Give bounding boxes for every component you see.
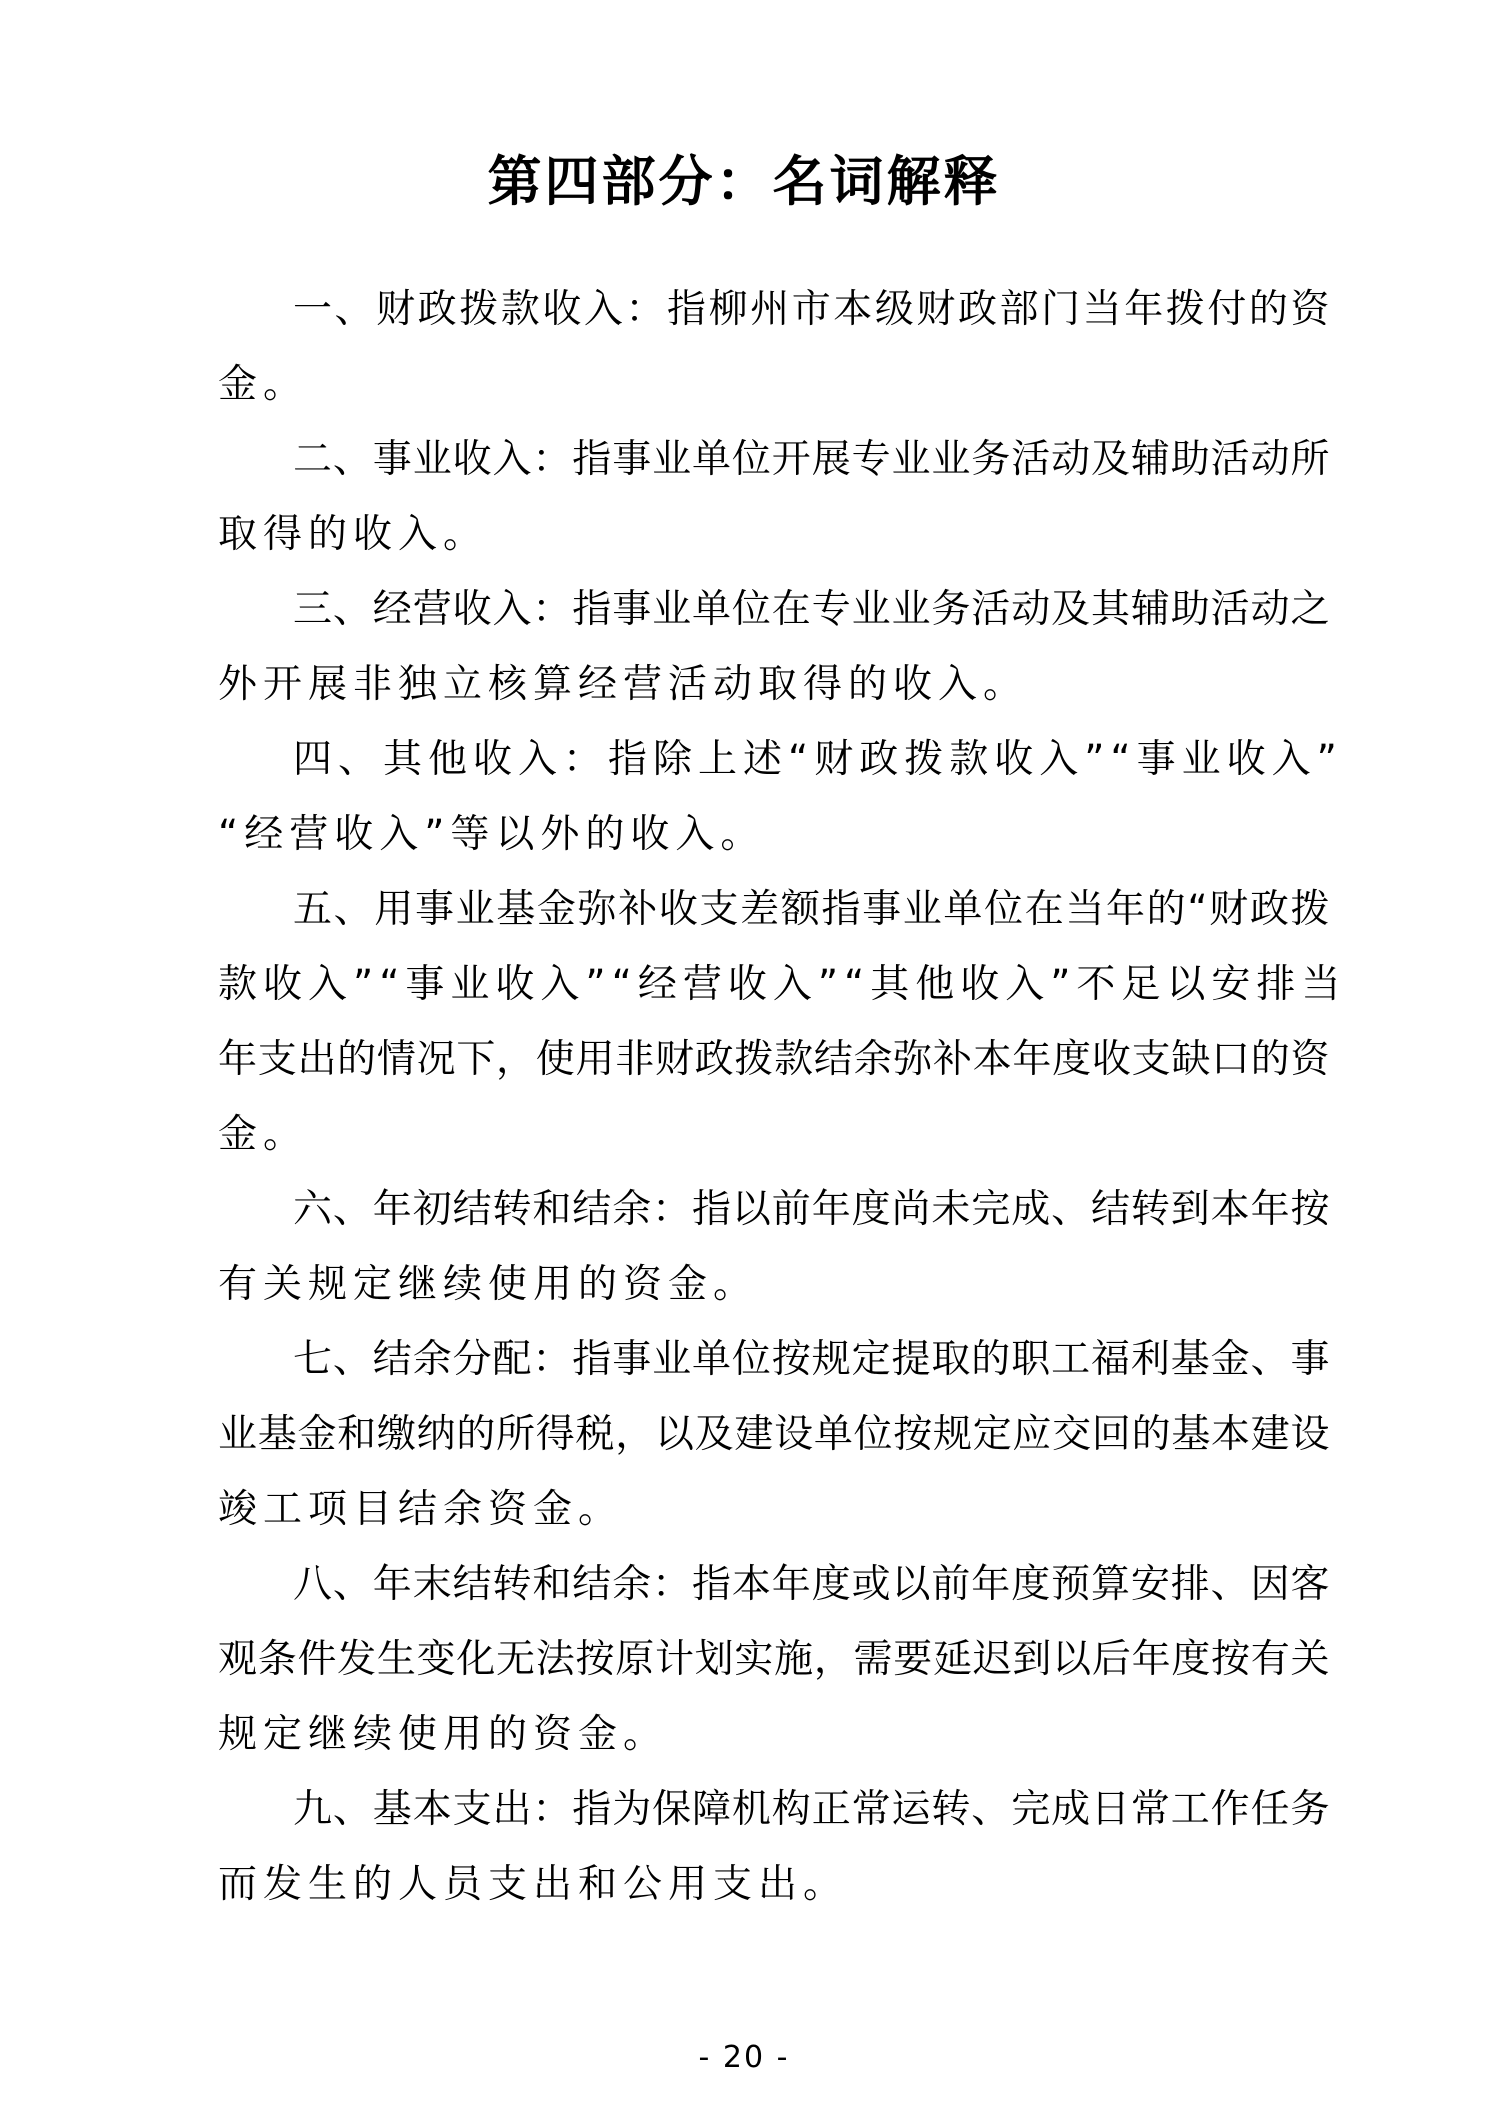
paragraph xyxy=(218,1547,1330,1772)
text-line: 款收入”“事业收入”“经营收入”“其他收入”不足以安排当 xyxy=(218,962,1347,1007)
text-line: 年支出的情况下，使用非财政拨款结余弥补本年度收支缺口的资 xyxy=(218,1037,1330,1082)
text-line: 三、经营收入：指事业单位在专业业务活动及其辅助活动之 xyxy=(293,587,1330,632)
text-line: 取得的收入。 xyxy=(218,512,489,557)
text-line: 八、年末结转和结余：指本年度或以前年度预算安排、因客 xyxy=(293,1562,1330,1607)
text-line: 规定继续使用的资金。 xyxy=(218,1712,669,1757)
paragraph xyxy=(218,422,1330,572)
paragraph xyxy=(218,1322,1330,1547)
text-line: 二、事业收入：指事业单位开展专业业务活动及辅助活动所 xyxy=(293,437,1330,482)
text-line: 一、财政拨款收入：指柳州市本级财政部门当年拨付的资 xyxy=(293,287,1330,332)
text-line: 九、基本支出：指为保障机构正常运转、完成日常工作任务 xyxy=(293,1787,1330,1832)
text-line: 而发生的人员支出和公用支出。 xyxy=(218,1862,849,1907)
text-line: 六、年初结转和结余：指以前年度尚未完成、结转到本年按 xyxy=(293,1187,1330,1232)
paragraph xyxy=(218,572,1330,722)
paragraph xyxy=(218,1772,1330,1922)
text-line: 业基金和缴纳的所得税，以及建设单位按规定应交回的基本建设 xyxy=(218,1412,1330,1457)
text-line: 五、用事业基金弥补收支差额指事业单位在当年的“财政拨 xyxy=(293,887,1330,932)
text-line: 金。 xyxy=(218,362,309,407)
paragraph xyxy=(218,722,1343,872)
text-line: 观条件发生变化无法按原计划实施，需要延迟到以后年度按有关 xyxy=(218,1637,1330,1682)
document-body xyxy=(218,272,1347,1922)
text-line: 四、其他收入：指除上述“财政拨款收入”“事业收入” xyxy=(293,737,1343,782)
text-line: 有关规定继续使用的资金。 xyxy=(218,1262,759,1307)
paragraph xyxy=(218,872,1347,1172)
text-line: 竣工项目结余资金。 xyxy=(218,1487,624,1532)
paragraph xyxy=(218,1172,1330,1322)
page-title: 第四部分：名词解释 xyxy=(487,150,1001,213)
paragraph xyxy=(218,272,1330,422)
text-line: 外开展非独立核算经营活动取得的收入。 xyxy=(218,662,1029,707)
text-line: 七、结余分配：指事业单位按规定提取的职工福利基金、事 xyxy=(293,1337,1330,1382)
text-line: 金。 xyxy=(218,1112,309,1157)
text-line: “经营收入”等以外的收入。 xyxy=(218,812,766,857)
page-number: - 20 - xyxy=(698,2040,790,2075)
